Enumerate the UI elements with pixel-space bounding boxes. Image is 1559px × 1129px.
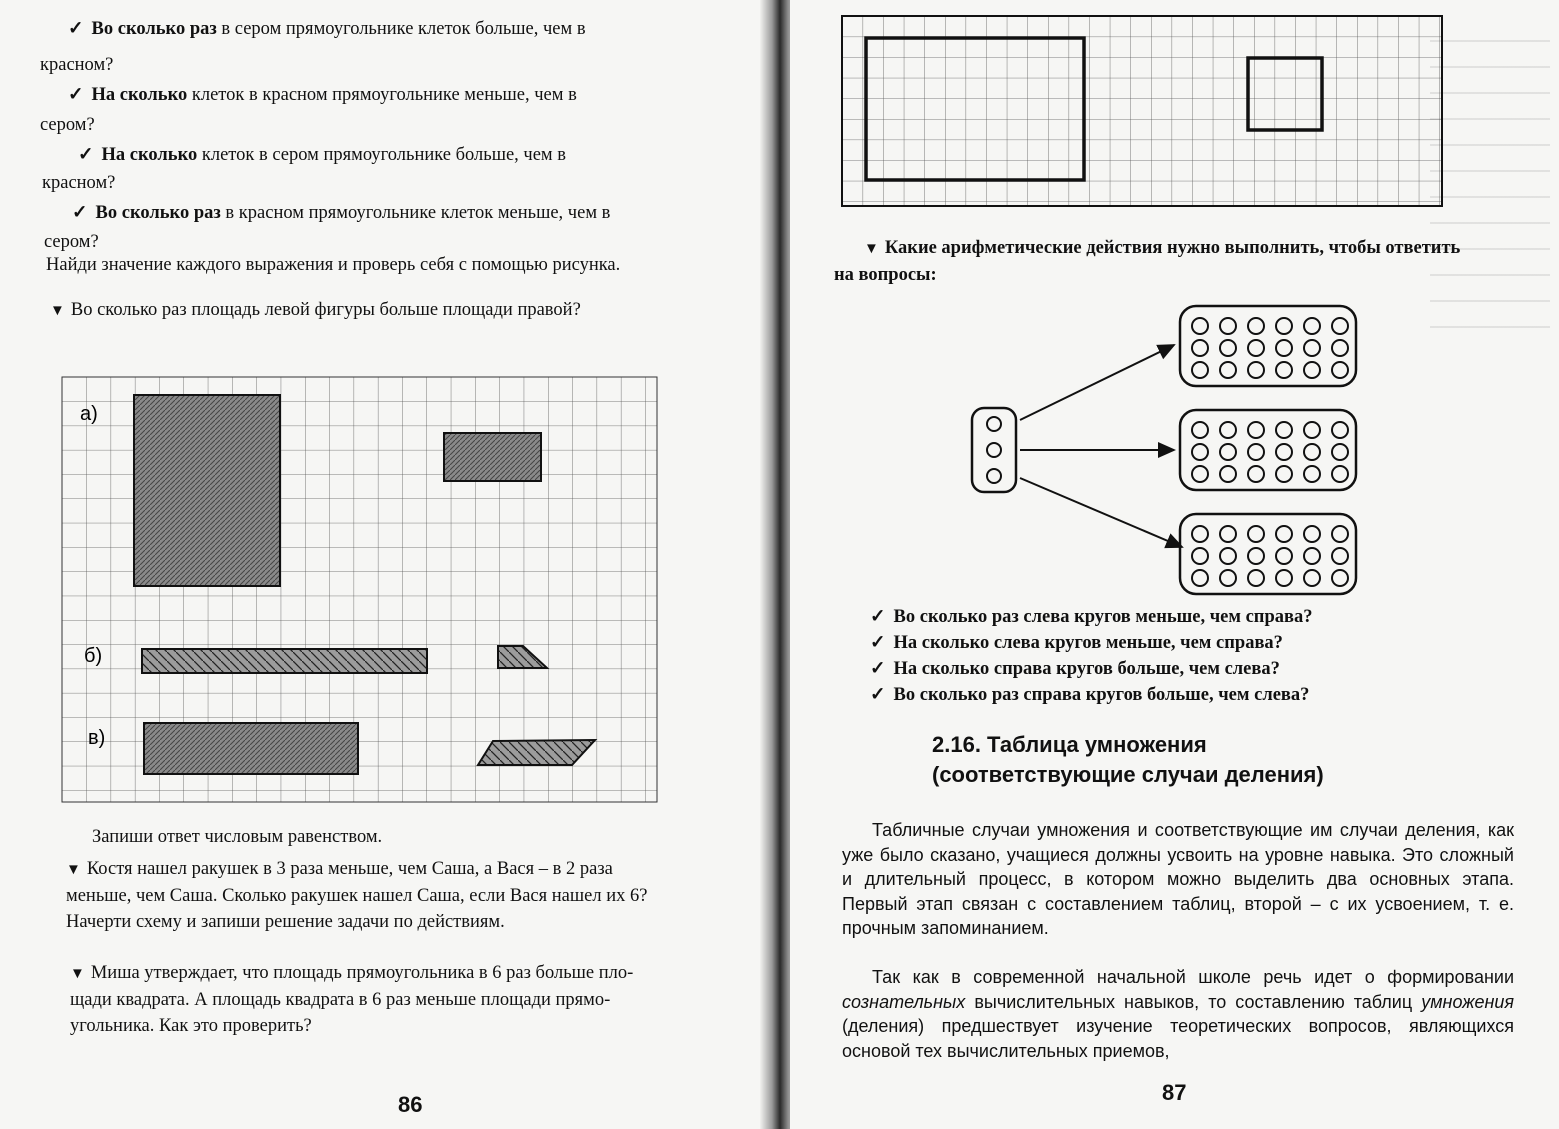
section-title: 2.16. Таблица умножения (соответствующие случаи деления) xyxy=(932,732,1324,787)
circle xyxy=(1304,444,1320,460)
circle xyxy=(1304,340,1320,356)
circle xyxy=(1192,422,1208,438)
circle xyxy=(1304,422,1320,438)
rectangles-grid-figure xyxy=(838,12,1448,212)
triangle-icon: ▼ xyxy=(70,966,85,982)
label-a: а) xyxy=(80,403,98,425)
check-icon: ✓ xyxy=(870,685,886,705)
circle xyxy=(1220,422,1236,438)
circle xyxy=(1220,362,1236,378)
circle xyxy=(1304,362,1320,378)
circle xyxy=(987,417,1001,431)
circle xyxy=(987,443,1001,457)
circle xyxy=(1276,444,1292,460)
circle xyxy=(1220,548,1236,564)
circles-diagram xyxy=(960,300,1380,600)
circle-questions: ✓ Во сколько раз слева кругов меньше, чем справа? ✓ На сколько слева кругов меньше, чем справа? ✓ На сколько справа кругов больше, чем слева? ✓ Во сколько раз справа кругов больше, чем слева? xyxy=(870,607,1313,705)
right-page xyxy=(790,0,1559,1129)
circle xyxy=(1248,548,1264,564)
circle xyxy=(1220,444,1236,460)
circle xyxy=(1192,526,1208,542)
circle xyxy=(1248,422,1264,438)
circle xyxy=(1220,466,1236,482)
question-4: ✓ Во сколько раз в красном прямоугольнике клеток меньше, чем в xyxy=(72,203,611,223)
paragraph-1: Табличные случаи умножения и соответствующие им случаи деления, как уже было сказано, учащиеся должны усвоить на уровне навыка. Это сложный и длительный процесс, в котором можно выделить два основных этапа. Первый этап связан с составлением таблиц, второй – с их усвоением, т. е. прочным запоминанием. xyxy=(842,820,1514,938)
shape-a-left xyxy=(134,395,280,586)
check-icon: ✓ xyxy=(72,203,88,223)
question-2-cont: сером? xyxy=(40,115,95,135)
circle xyxy=(1248,340,1264,356)
shape-v-left xyxy=(144,723,358,774)
question-2: ✓ На сколько клеток в красном прямоугольнике меньше, чем в xyxy=(68,85,577,105)
record-answer-text: Запиши ответ числовым равенством. xyxy=(92,827,383,847)
circle xyxy=(1332,340,1348,356)
arith-question: ▼ Какие арифметические действия нужно выполнить, чтобы ответить xyxy=(864,238,1461,258)
check-icon: ✓ xyxy=(870,633,886,653)
task-misha: ▼ Миша утверждает, что площадь прямоугольника в 6 раз больше пло- щади квадрата. А площадь квадрата в 6 раз меньше площади прямо- угольника. Как это проверить? xyxy=(70,963,634,1036)
area-grid-figure xyxy=(50,355,680,815)
circle xyxy=(1304,466,1320,482)
circle xyxy=(1276,548,1292,564)
circle xyxy=(1220,570,1236,586)
circle xyxy=(1192,318,1208,334)
triangle-icon: ▼ xyxy=(864,241,879,257)
circle xyxy=(1332,466,1348,482)
label-b: б) xyxy=(84,645,103,667)
check-icon: ✓ xyxy=(870,659,886,679)
circle xyxy=(987,469,1001,483)
circle xyxy=(1276,570,1292,586)
circle xyxy=(1304,570,1320,586)
arith-question-cont: на вопросы: xyxy=(834,265,937,285)
question-3-cont: красном? xyxy=(42,173,116,193)
circle xyxy=(1276,422,1292,438)
circle xyxy=(1248,362,1264,378)
circle xyxy=(1276,526,1292,542)
page-number-right: 87 xyxy=(1162,1080,1187,1105)
circle xyxy=(1248,466,1264,482)
triangle-icon: ▼ xyxy=(66,862,81,878)
circle xyxy=(1332,570,1348,586)
circle xyxy=(1248,318,1264,334)
circle xyxy=(1304,548,1320,564)
label-v: в) xyxy=(88,727,106,749)
left-page xyxy=(0,0,772,1129)
check-icon: ✓ xyxy=(78,145,94,165)
circle xyxy=(1332,318,1348,334)
circle xyxy=(1192,444,1208,460)
circle xyxy=(1276,318,1292,334)
question-3: ✓ На сколько клеток в сером прямоугольнике больше, чем в xyxy=(78,145,567,165)
question-1: ✓ Во сколько раз в сером прямоугольнике клеток больше, чем в xyxy=(68,19,586,39)
find-value-text: Найди значение каждого выражения и проверь себя с помощью рисунка. xyxy=(46,255,621,275)
circle xyxy=(1192,548,1208,564)
circle xyxy=(1248,444,1264,460)
question-4-cont: сером? xyxy=(44,232,99,252)
circle xyxy=(1220,318,1236,334)
bleed-through xyxy=(1430,40,1550,340)
circle xyxy=(1192,362,1208,378)
circle xyxy=(1304,318,1320,334)
circle xyxy=(1248,570,1264,586)
circle xyxy=(1192,570,1208,586)
left-group xyxy=(972,408,1016,492)
task-area: ▼ Во сколько раз площадь левой фигуры больше площади правой? xyxy=(50,300,581,320)
check-icon: ✓ xyxy=(68,19,84,39)
circle xyxy=(1248,526,1264,542)
check-icon: ✓ xyxy=(870,607,886,627)
circle xyxy=(1332,548,1348,564)
triangle-icon: ▼ xyxy=(50,303,65,319)
question-1-cont: красном? xyxy=(40,55,114,75)
check-icon: ✓ xyxy=(68,85,84,105)
page-number-left: 86 xyxy=(398,1092,423,1117)
circle xyxy=(1276,340,1292,356)
circle xyxy=(1304,526,1320,542)
circle xyxy=(1332,362,1348,378)
circle xyxy=(1276,362,1292,378)
circle xyxy=(1332,526,1348,542)
task-shells: ▼ Костя нашел ракушек в 3 раза меньше, чем Саша, а Вася – в 2 раза меньше, чем Саша. Сколько ракушек нашел Саша, если Вася нашел их 6? Начерти схему и запиши решение задачи по действиям. xyxy=(66,859,648,932)
circle xyxy=(1192,466,1208,482)
circle xyxy=(1276,466,1292,482)
circle xyxy=(1332,422,1348,438)
shape-a-right xyxy=(444,433,541,481)
shape-b-left xyxy=(142,649,427,673)
circle xyxy=(1192,340,1208,356)
circle xyxy=(1332,444,1348,460)
circle xyxy=(1220,340,1236,356)
circle xyxy=(1220,526,1236,542)
paragraph-2: Так как в современной начальной школе речь идет о формировании сознательных вычислительных навыков, то составлению таблиц умножения (деления) предшествует изучение теоретических вопросов, являющихся основой тех вычислительных приемов, xyxy=(842,967,1514,1061)
